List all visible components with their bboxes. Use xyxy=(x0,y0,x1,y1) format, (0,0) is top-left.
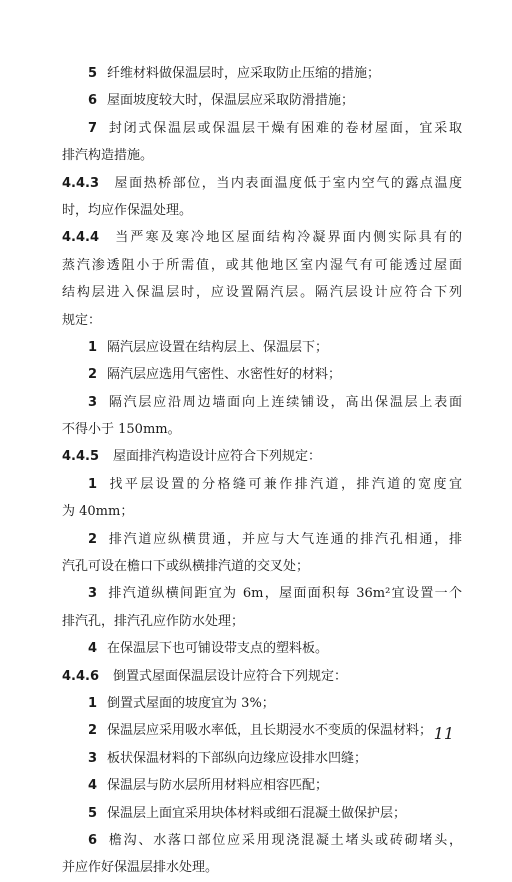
clause-text: 保温层上面宜采用块体材料或细石混凝土做保护层； xyxy=(107,805,407,821)
section-number: 4.4.3 xyxy=(62,175,100,191)
clause-continuation: 汽孔可设在檐口下或纵横排汽道的交叉处； xyxy=(62,559,310,575)
clause-text: 找平层设置的分格缝可兼作排汽道，排汽道的宽度宜 xyxy=(107,476,462,492)
section-4-4-5 xyxy=(62,443,462,470)
clause-text: 倒置式屋面的坡度宜为 3%； xyxy=(107,695,275,711)
section-continuation: 规定： xyxy=(62,312,102,328)
section-number: 4.4.5 xyxy=(62,449,100,465)
clause-text: 纤维材料做保温层时，应采取防止压缩的措施； xyxy=(107,66,381,81)
clause-item-3: 3 排汽道纵横间距宜为 6m，屋面面积每 36m²宜设置一个 xyxy=(88,586,462,602)
clause-item-2: 2 保温层应采用吸水率低，且长期浸水不变质的保温材料； xyxy=(88,723,433,739)
clause-item-6: 6 屋面坡度较大时，保温层应采取防滑措施； xyxy=(88,93,355,109)
document-body xyxy=(62,60,462,882)
section-continuation: 时，均应作保温处理。 xyxy=(62,202,193,218)
page-number: 11 xyxy=(433,724,454,743)
clause-item-2: 2 排汽道应纵横贯通，并应与大气连通的排汽孔相通，排 xyxy=(88,531,462,547)
section-number: 4.4.6 xyxy=(62,668,100,684)
section-number: 4.4.4 xyxy=(62,230,100,246)
clause-item-4: 4 在保温层下也可铺设带支点的塑料板。 xyxy=(88,641,329,657)
clause-item-5: 5 纤维材料做保温层时，应采取防止压缩的措施； xyxy=(88,66,381,81)
clause-item-3: 3 板状保温材料的下部纵向边缘应设排水凹缝； xyxy=(88,750,368,766)
clause-text: 排汽道应纵横贯通，并应与大气连通的排汽孔相通，排 xyxy=(107,531,462,547)
clause-item-2: 2 隔汽层应选用气密性、水密性好的材料； xyxy=(88,367,342,383)
section-continuation: 结构层进入保温层时，应设置隔汽层。隔汽层设计应符合下列 xyxy=(62,285,462,301)
clause-text: 屋面坡度较大时，保温层应采取防滑措施； xyxy=(107,93,355,109)
clause-item-5: 5 保温层上面宜采用块体材料或细石混凝土做保护层； xyxy=(88,805,407,821)
clause-text: 隔汽层应沿周边墙面向上连续铺设，高出保温层上表面 xyxy=(107,394,462,410)
section-text: 屋面热桥部位，当内表面温度低于室内空气的露点温度 xyxy=(113,175,462,191)
clause-item-1: 1 隔汽层应设置在结构层上、保温层下； xyxy=(88,339,329,355)
clause-item-3: 3 隔汽层应沿周边墙面向上连续铺设，高出保温层上表面 xyxy=(88,394,462,410)
clause-text: 板状保温材料的下部纵向边缘应设排水凹缝； xyxy=(107,750,368,766)
clause-continuation: 为 40mm； xyxy=(62,504,134,520)
clause-item-7: 7 封闭式保温层或保温层干燥有困难的卷材屋面，宜采取 xyxy=(88,120,462,136)
section-4-4-4 xyxy=(62,224,462,251)
clause-text: 保温层应采用吸水率低，且长期浸水不变质的保温材料； xyxy=(107,723,433,739)
clause-item-6: 6 檐沟、水落口部位应采用现浇混凝土堵头或砖砌堵头， xyxy=(88,832,462,848)
clause-text: 在保温层下也可铺设带支点的塑料板。 xyxy=(107,641,329,657)
clause-item-1: 1 找平层设置的分格缝可兼作排汽道，排汽道的宽度宜 xyxy=(88,476,462,492)
clause-item-1: 1 倒置式屋面的坡度宜为 3%； xyxy=(88,695,275,711)
clause-text: 封闭式保温层或保温层干燥有困难的卷材屋面，宜采取 xyxy=(107,120,462,136)
clause-continuation: 并应作好保温层排水处理。 xyxy=(62,860,219,876)
clause-item-4: 4 保温层与防水层所用材料应相容匹配； xyxy=(88,778,329,794)
section-text: 当严寒及寒冷地区屋面结构冷凝界面内侧实际具有的 xyxy=(113,230,462,246)
section-4-4-6 xyxy=(62,663,462,690)
clause-text: 隔汽层应设置在结构层上、保温层下； xyxy=(107,339,329,355)
clause-text: 檐沟、水落口部位应采用现浇混凝土堵头或砖砌堵头， xyxy=(107,832,462,848)
clause-text: 保温层与防水层所用材料应相容匹配； xyxy=(107,778,329,794)
section-text: 屋面排汽构造设计应符合下列规定： xyxy=(113,449,322,465)
clause-text: 排汽道纵横间距宜为 6m，屋面面积每 36m²宜设置一个 xyxy=(107,586,462,602)
clause-continuation: 不得小于 150mm。 xyxy=(62,422,181,438)
section-4-4-3 xyxy=(62,170,462,197)
clause-continuation: 排汽孔，排汽孔应作防水处理； xyxy=(62,613,245,629)
clause-continuation: 排汽构造措施。 xyxy=(62,148,154,164)
clause-text: 隔汽层应选用气密性、水密性好的材料； xyxy=(107,367,342,383)
section-text: 倒置式屋面保温层设计应符合下列规定： xyxy=(113,668,348,684)
section-continuation: 蒸汽渗透阻小于所需值，或其他地区室内湿气有可能透过屋面 xyxy=(62,257,462,273)
